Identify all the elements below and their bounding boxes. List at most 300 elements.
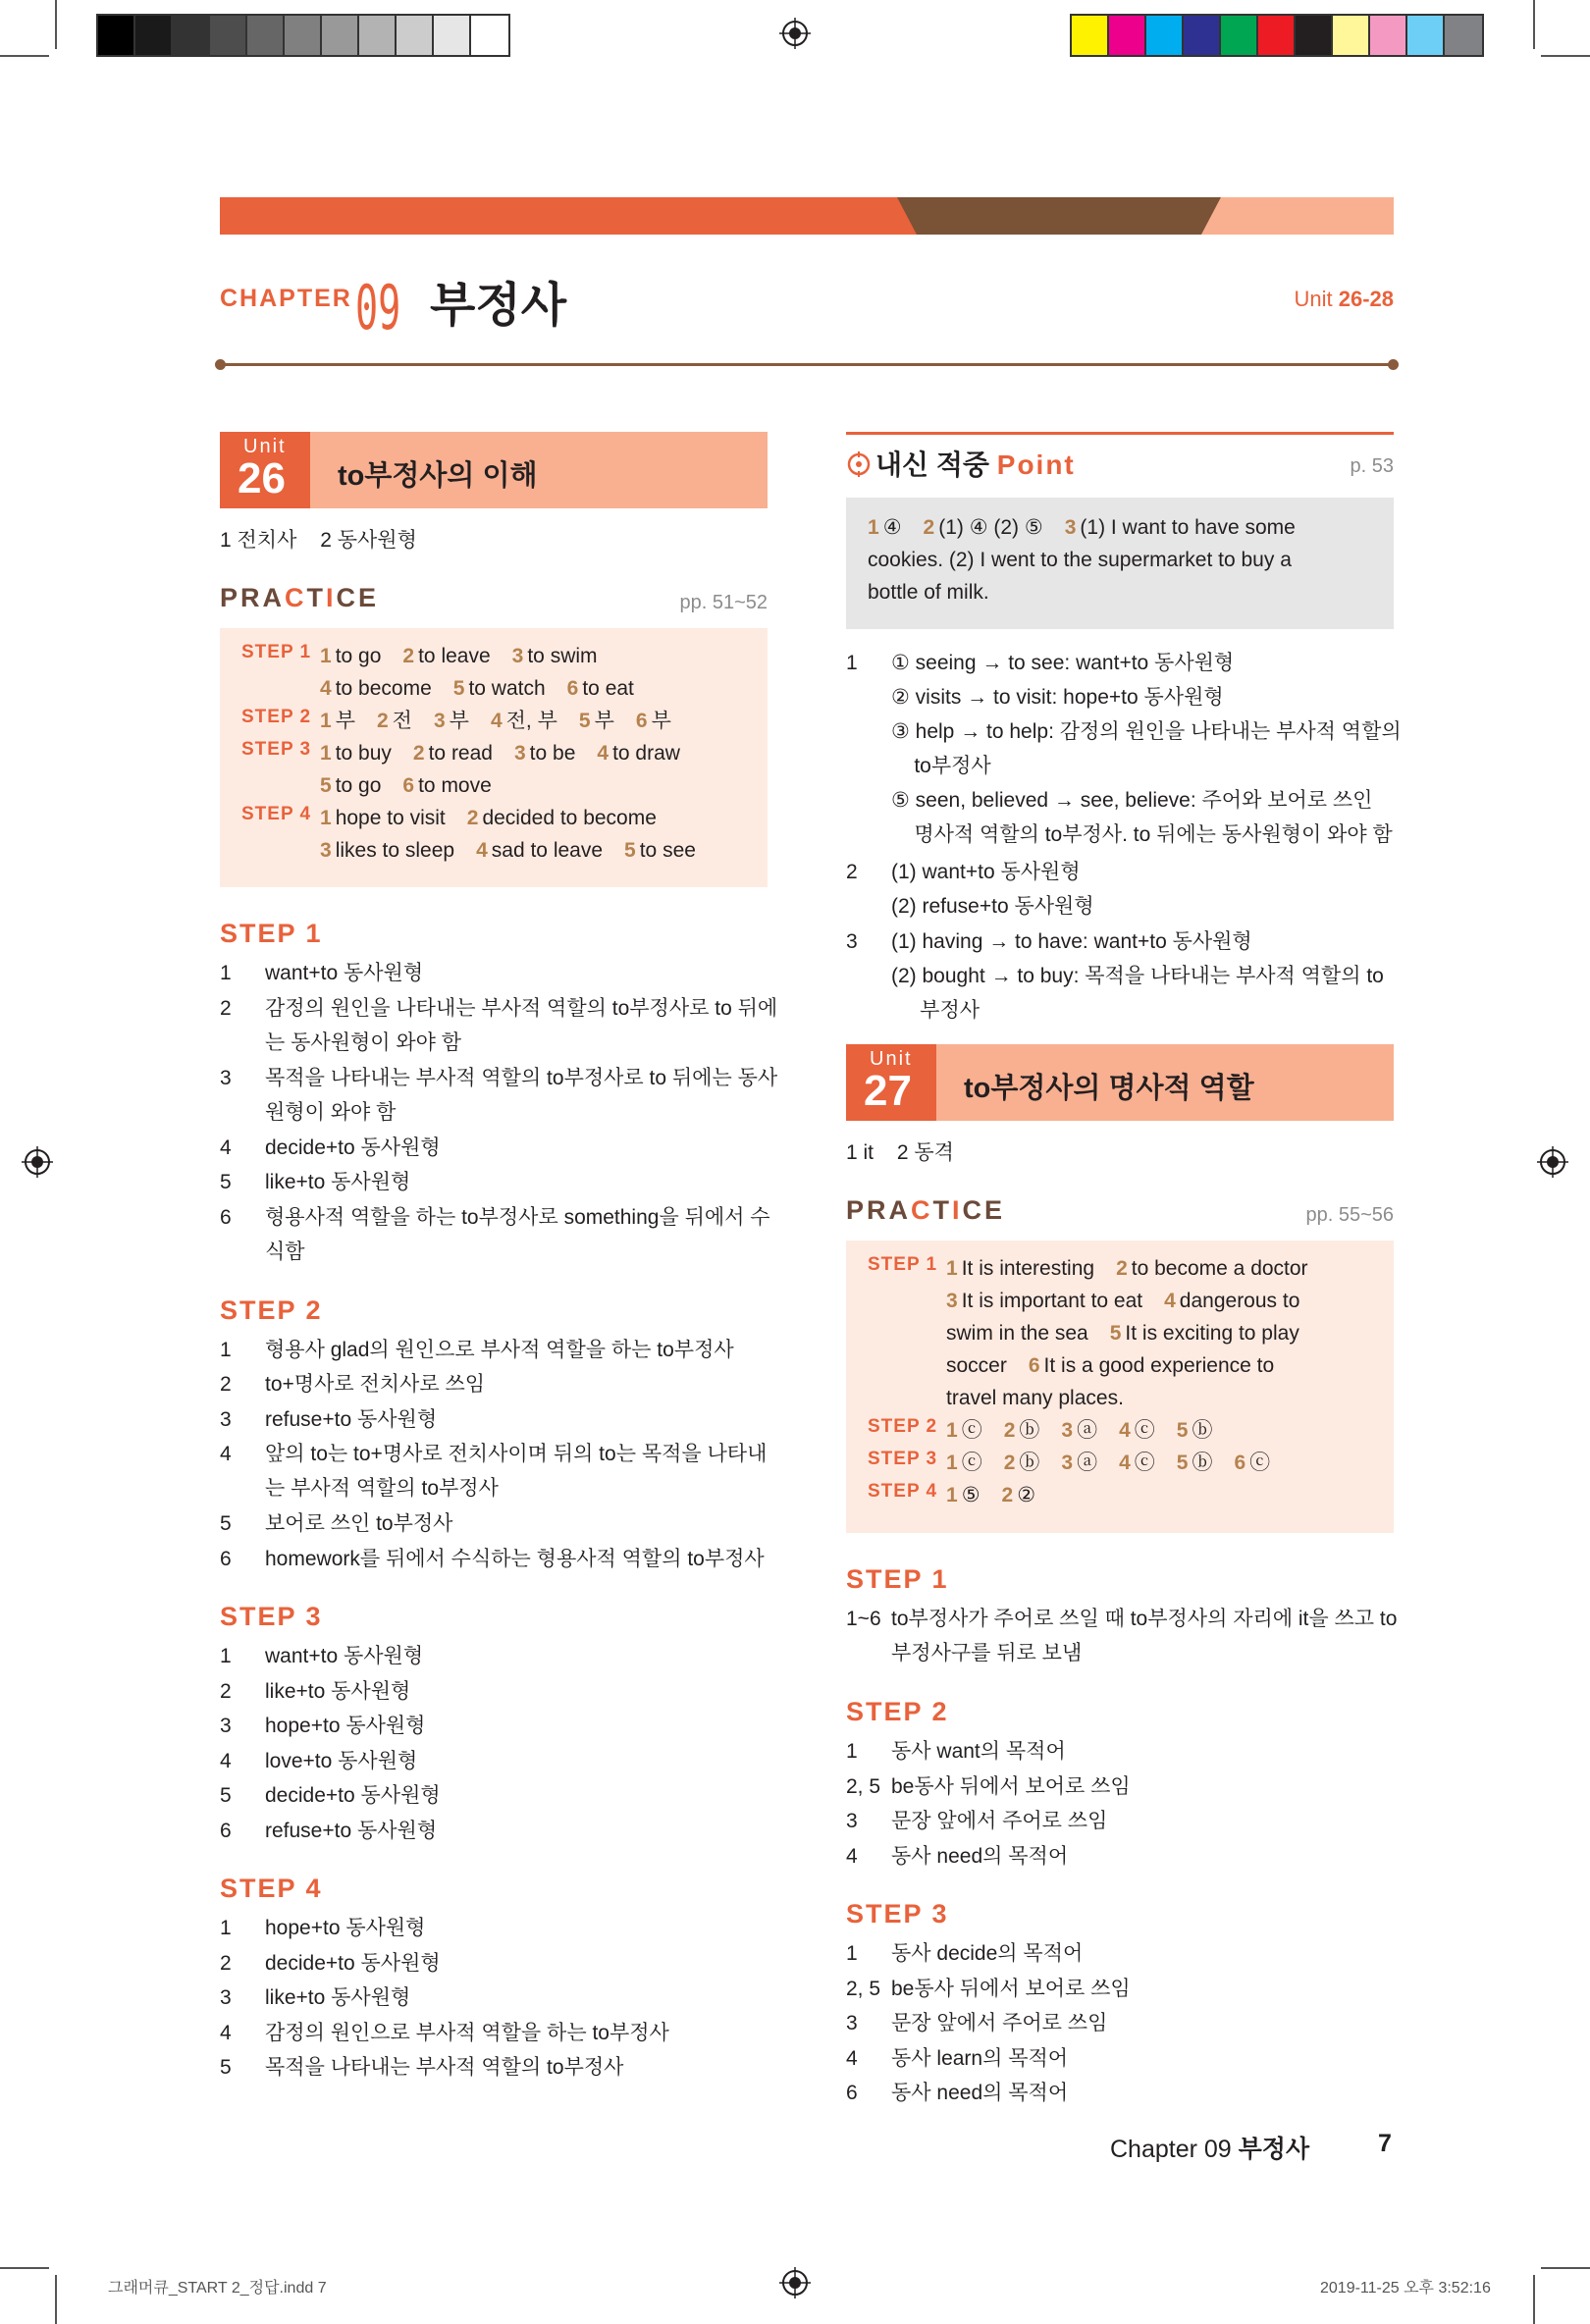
explanation-item: [846, 924, 1394, 1028]
explanation-item: [220, 1061, 778, 1130]
answer-text: 부: [335, 710, 355, 732]
unit26-key: [220, 524, 435, 554]
item-text: 원형이 와야 함: [265, 1100, 397, 1124]
answer-text: to see: [639, 839, 696, 862]
answer-number: 3: [1061, 1419, 1074, 1442]
explanation-item: [220, 2050, 768, 2085]
answer-text: (1) ④ (2) ⑤: [938, 516, 1043, 539]
explanation-step-heading: STEP 2: [846, 1697, 949, 1726]
item-number: 1: [220, 1645, 232, 1667]
point-heading: 내신 적중 Point: [846, 444, 1076, 483]
answer-number: 6: [635, 710, 648, 732]
explanation-item: [220, 1981, 768, 2015]
color-swatch: [1296, 16, 1333, 55]
gray-swatch-strip: [96, 14, 510, 57]
item-text: like+to 동사원형: [265, 1986, 411, 2009]
item-text: 식함: [265, 1240, 305, 1263]
item-number: 2: [220, 1679, 232, 1703]
answer-text: to read: [428, 742, 493, 765]
explanation-item: [220, 1946, 768, 1981]
gray-swatch: [471, 16, 508, 55]
answer-number: 2: [923, 516, 935, 539]
item-number: 2, 5: [846, 1774, 881, 1798]
answer-number: 3: [433, 710, 446, 732]
key-item: 2 동격: [896, 1141, 954, 1164]
answer-text: ⓒ: [961, 1452, 982, 1474]
answer-number: 2: [1116, 1257, 1128, 1280]
point-answer-line: [868, 511, 1378, 544]
explanation-item: [846, 646, 1402, 852]
explanation-item: [846, 1769, 1394, 1804]
answer-text: to draw: [612, 742, 680, 765]
gray-swatch: [247, 16, 285, 55]
item-text: refuse+to 동사원형: [265, 1819, 438, 1842]
answer-text: 부: [449, 710, 469, 732]
color-swatch: [1072, 16, 1109, 55]
answer-line: [946, 1285, 1308, 1317]
explanation-item: [846, 1602, 1398, 1670]
item-text: to+명사로 전치사로 쓰임: [265, 1373, 486, 1396]
gray-swatch: [98, 16, 135, 55]
explanation-item: [220, 1402, 768, 1437]
answer-number: 3: [1064, 516, 1077, 539]
registration-mark-icon: [22, 1146, 53, 1178]
answer-number: 1: [320, 645, 332, 667]
explanation-item: [220, 1437, 768, 1505]
answer-number: 1: [946, 1484, 958, 1506]
unit27-practice-heading: PRACTICE: [846, 1195, 1006, 1225]
answer-text: It is exciting to play: [1125, 1322, 1299, 1345]
point-answer-line: [868, 544, 1378, 576]
step-label: STEP 1: [868, 1254, 938, 1275]
answer-text: to go: [335, 645, 382, 667]
item-text: ① seeing → to see: want+to 동사원형: [891, 652, 1235, 674]
item-number: 5: [220, 1171, 232, 1193]
answer-text: to leave: [418, 645, 491, 667]
answer-number: 4: [320, 677, 332, 700]
answer-text: ⓒ: [1134, 1452, 1155, 1474]
item-text: be동사 뒤에서 보어로 쓰임: [891, 1774, 1131, 1798]
answer-text: 부: [594, 710, 614, 732]
gray-swatch: [210, 16, 247, 55]
gray-swatch: [135, 16, 173, 55]
answer-line: [946, 1317, 1308, 1349]
item-text: to부정사: [891, 755, 991, 777]
answer-number: 4: [1164, 1290, 1176, 1312]
answer-text: 전, 부: [505, 710, 557, 732]
answer-text: ④: [882, 516, 902, 539]
explanation-item: [220, 1814, 768, 1848]
unit-word: Unit: [243, 436, 287, 457]
answer-line: [946, 1479, 1035, 1511]
answer-number: 2: [1001, 1484, 1014, 1506]
answer-number: 5: [1176, 1419, 1189, 1442]
explanation-item: [846, 1972, 1394, 2006]
explanation-item: [220, 1165, 768, 1199]
gray-swatch: [359, 16, 397, 55]
answer-number: 4: [1119, 1419, 1131, 1442]
item-text: decide+to 동사원형: [265, 1784, 441, 1807]
footer-chapter: Chapter 09 부정사: [1110, 2136, 1310, 2163]
answer-number: 5: [578, 710, 591, 732]
item-text: homework를 뒤에서 수식하는 형용사적 역할의 to부정사: [265, 1547, 765, 1570]
item-number: 3: [220, 1715, 232, 1737]
item-number: 3: [846, 930, 858, 953]
answer-text: ⓒ: [1249, 1452, 1271, 1474]
item-number: 2, 5: [846, 1977, 881, 2000]
point-answer-text: [868, 511, 1378, 608]
item-text: 감정의 원인을 나타내는 부사적 역할의 to부정사로 to 뒤에: [265, 996, 778, 1020]
item-number: 4: [220, 1136, 232, 1159]
crop-mark: [55, 0, 57, 49]
answer-number: 1: [320, 742, 332, 765]
item-text: (2) bought → to buy: 목적을 나타내는 부사적 역할의 to: [891, 965, 1384, 987]
item-number: 5: [220, 1512, 232, 1535]
item-text: hope+to 동사원형: [265, 1917, 426, 1939]
step-label: STEP 2: [868, 1416, 938, 1437]
explanation-item: [220, 1200, 768, 1269]
explanation-item: [220, 1911, 768, 1945]
answer-number: 3: [946, 1290, 958, 1312]
point-page: p. 53: [1350, 455, 1394, 477]
answer-text: hope to visit: [335, 807, 446, 829]
answer-line: [320, 737, 680, 769]
item-number: 4: [846, 1844, 858, 1868]
item-number: 1: [220, 1338, 232, 1361]
unit27-key: [846, 1136, 972, 1166]
color-swatch: [1184, 16, 1221, 55]
unit26-banner: [220, 432, 768, 508]
item-text: 앞의 to는 to+명사로 전치사이며 뒤의 to는 목적을 나타내: [265, 1443, 768, 1465]
answer-text: 전: [392, 710, 412, 732]
answer-number: 1: [868, 516, 879, 539]
point-rule: [846, 432, 1394, 435]
explanation-step-heading: STEP 2: [220, 1294, 323, 1325]
practice-step-row: [241, 705, 671, 737]
step-label: STEP 1: [241, 642, 312, 662]
answer-text: bottle of milk.: [868, 581, 989, 604]
item-number: 6: [220, 1547, 232, 1570]
color-swatch: [1146, 16, 1184, 55]
item-text: 감정의 원인으로 부사적 역할을 하는 to부정사: [265, 2021, 669, 2044]
explanation-item: [220, 1131, 768, 1165]
rule-dot: [215, 359, 226, 370]
unit26-title: to부정사의 이해: [338, 460, 538, 492]
answer-number: 3: [511, 645, 524, 667]
registration-mark-icon: [1537, 1146, 1568, 1178]
item-number: 3: [220, 1986, 232, 2009]
item-text: decide+to 동사원형: [265, 1951, 441, 1975]
item-number: 3: [220, 1407, 232, 1431]
item-text: 목적을 나타내는 부사적 역할의 to부정사: [265, 2056, 624, 2079]
item-number: 2: [220, 1951, 232, 1975]
answer-text: sad to leave: [491, 839, 604, 862]
answer-number: 4: [476, 839, 488, 862]
answer-number: 2: [376, 710, 389, 732]
explanation-item: [846, 2076, 1394, 2110]
item-text: want+to 동사원형: [265, 962, 424, 984]
item-text: ⑤ seen, believed → see, believe: 주어와 보어로 쓰인: [891, 789, 1373, 812]
answer-number: 2: [1003, 1452, 1016, 1474]
answer-number: 1: [320, 807, 332, 829]
answer-line: [320, 834, 696, 867]
practice-step-row: [241, 737, 680, 802]
item-number: 3: [220, 1066, 232, 1089]
explanation-step-heading: STEP 1: [220, 919, 323, 948]
answer-text: 부: [651, 710, 671, 732]
gray-swatch: [173, 16, 210, 55]
answer-text: decided to become: [482, 807, 657, 829]
explanation-item: [220, 1778, 768, 1813]
step-label: STEP 3: [868, 1449, 938, 1469]
item-number: 2: [220, 1373, 232, 1396]
answer-number: 3: [320, 839, 332, 862]
crop-mark: [0, 55, 49, 57]
key-item: 1 전치사: [220, 529, 297, 552]
item-number: 5: [220, 2056, 232, 2079]
item-text: want+to 동사원형: [265, 1645, 424, 1667]
explanation-item: [220, 1367, 768, 1401]
item-text: love+to 동사원형: [265, 1749, 418, 1772]
explanation-item: [846, 1936, 1394, 1971]
item-text: (1) want+to 동사원형: [891, 861, 1081, 883]
explanation-item: [220, 2016, 768, 2050]
item-number: 1: [220, 962, 232, 984]
color-swatch: [1333, 16, 1370, 55]
answer-number: 1: [946, 1452, 958, 1474]
explanation-item: [846, 1734, 1394, 1769]
date-slug: 2019-11-25 오후 3:52:16: [1320, 2280, 1491, 2297]
explanation-item: [846, 1839, 1394, 1874]
answer-number: 4: [490, 710, 503, 732]
practice-step-row: [868, 1447, 1270, 1479]
answer-number: 5: [320, 774, 332, 797]
chapter-top-bar: [220, 197, 1394, 235]
answer-line: [946, 1414, 1212, 1447]
answer-text: ⓑ: [1019, 1419, 1040, 1442]
item-text: 동사 decide의 목적어: [891, 1942, 1084, 1965]
answer-text: dangerous to: [1179, 1290, 1300, 1312]
item-number: 3: [846, 2012, 858, 2034]
explanation-step-heading: STEP 3: [846, 1899, 949, 1928]
answer-text: It is a good experience to: [1043, 1354, 1275, 1377]
answer-text: ⓒ: [1134, 1419, 1155, 1442]
color-swatch: [1221, 16, 1258, 55]
unit-number: 26: [238, 454, 286, 502]
practice-step-row: [868, 1414, 1212, 1447]
answer-text: likes to sleep: [335, 839, 455, 862]
answer-number: 6: [566, 677, 579, 700]
item-number: 2: [220, 996, 232, 1020]
answer-text: (1) I want to have some: [1080, 516, 1296, 539]
item-text: 형용사적 역할을 하는 to부정사로 something을 뒤에서 수: [265, 1205, 770, 1229]
answer-number: 5: [624, 839, 636, 862]
explanation-item: [846, 2041, 1394, 2076]
answer-number: 2: [402, 645, 415, 667]
file-slug: 그래머큐_START 2_정답.indd 7: [108, 2280, 327, 2297]
explanation-item: [220, 1709, 768, 1743]
answer-line: [946, 1252, 1308, 1285]
unit-word: Unit: [870, 1048, 913, 1070]
item-text: 동사 learn의 목적어: [891, 2046, 1069, 2070]
step-label: STEP 4: [241, 804, 312, 824]
color-swatch: [1109, 16, 1146, 55]
crop-mark: [55, 2275, 57, 2324]
answer-text: to watch: [468, 677, 546, 700]
item-text: 부정사: [891, 999, 980, 1022]
color-swatch: [1407, 16, 1445, 55]
explanation-step-heading: STEP 4: [220, 1874, 323, 1903]
item-number: 4: [220, 2021, 232, 2044]
chapter-number: 09: [355, 272, 401, 343]
practice-step-row: [241, 640, 634, 705]
item-text: to부정사가 주어로 쓰일 때 to부정사의 자리에 it을 쓰고 to: [891, 1608, 1398, 1630]
unit-number: 27: [864, 1067, 912, 1115]
answer-text: ②: [1017, 1484, 1036, 1506]
item-number: 6: [220, 1819, 232, 1842]
explanation-step-heading: STEP 3: [220, 1602, 323, 1631]
explanation-item: [220, 1542, 768, 1576]
unit26-practice-heading: PRACTICE: [220, 583, 380, 612]
answer-text: to eat: [582, 677, 634, 700]
item-number: 1: [220, 1917, 232, 1939]
gray-swatch: [397, 16, 434, 55]
practice-step-row: [241, 802, 696, 867]
item-text: 동사 want의 목적어: [891, 1740, 1066, 1763]
answer-text: to become: [335, 677, 432, 700]
answer-number: 2: [1003, 1419, 1016, 1442]
item-number: 1: [846, 652, 858, 674]
answer-number: 3: [513, 742, 526, 765]
item-number: 1: [846, 1942, 858, 1965]
answer-text: to buy: [335, 742, 392, 765]
answer-number: 1: [946, 1257, 958, 1280]
item-text: ③ help → to help: 감정의 원인을 나타내는 부사적 역할의: [891, 720, 1402, 743]
crop-mark: [1541, 2267, 1590, 2269]
item-text: 부정사구를 뒤로 보냄: [891, 1642, 1083, 1664]
point-answer-box: [846, 498, 1394, 629]
explanation-item: [846, 1804, 1394, 1838]
answer-number: 3: [1061, 1452, 1074, 1474]
answer-text: ⓐ: [1077, 1419, 1098, 1442]
step-label: STEP 2: [241, 707, 312, 727]
item-text: decide+to 동사원형: [265, 1136, 441, 1159]
item-text: 문장 앞에서 주어로 쓰임: [891, 1810, 1108, 1832]
answer-line: [946, 1349, 1308, 1382]
chapter-label: CHAPTER: [220, 285, 352, 312]
registration-mark-icon: [779, 2267, 811, 2298]
item-text: be동사 뒤에서 보어로 쓰임: [891, 1977, 1131, 2000]
step-label: STEP 4: [868, 1481, 938, 1502]
unit27-tab: [846, 1044, 936, 1121]
explanation-item: [220, 1506, 768, 1541]
crop-mark: [1533, 0, 1535, 49]
step-label: STEP 3: [241, 739, 312, 760]
item-text: 문장 앞에서 주어로 쓰임: [891, 2012, 1108, 2034]
answer-text: cookies. (2) I went to the supermarket to buy a: [868, 549, 1292, 571]
explanation-step-heading: STEP 1: [846, 1564, 949, 1594]
item-text: (2) refuse+to 동사원형: [891, 895, 1094, 918]
explanation-item: [220, 956, 768, 990]
answer-number: 1: [946, 1419, 958, 1442]
answer-text: swim in the sea: [946, 1322, 1088, 1345]
answer-text: travel many places.: [946, 1387, 1124, 1409]
gray-swatch: [285, 16, 322, 55]
answer-line: [320, 769, 680, 802]
answer-number: 6: [402, 774, 415, 797]
answer-line: [946, 1447, 1270, 1479]
item-text: (1) having → to have: want+to 동사원형: [891, 930, 1252, 953]
item-number: 6: [846, 2082, 858, 2104]
answer-text: to swim: [527, 645, 598, 667]
answer-line: [320, 672, 634, 705]
item-text: 는 부사적 역할의 to부정사: [265, 1477, 499, 1500]
answer-text: It is interesting: [961, 1257, 1095, 1280]
answer-number: 6: [1028, 1354, 1040, 1377]
explanation-item: [220, 1639, 768, 1673]
color-swatch: [1258, 16, 1296, 55]
item-text: 목적을 나타내는 부사적 역할의 to부정사로 to 뒤에는 동사: [265, 1066, 778, 1089]
item-number: 2: [846, 861, 858, 883]
answer-number: 1: [320, 710, 332, 732]
answer-line: [320, 705, 671, 737]
answer-number: 6: [1234, 1452, 1246, 1474]
answer-number: 5: [1176, 1452, 1189, 1474]
color-swatch: [1370, 16, 1407, 55]
unit27-banner: [846, 1044, 1394, 1121]
answer-line: [946, 1382, 1308, 1414]
answer-text: ⓑ: [1192, 1452, 1213, 1474]
item-number: 4: [220, 1749, 232, 1772]
item-number: 5: [220, 1784, 232, 1807]
crop-mark: [1533, 2275, 1535, 2324]
answer-text: to move: [418, 774, 492, 797]
item-number: 4: [846, 2046, 858, 2070]
answer-text: to go: [335, 774, 382, 797]
answer-line: [320, 640, 634, 672]
explanation-item: [220, 1744, 768, 1778]
item-number: 6: [220, 1205, 232, 1229]
chapter-rule: [220, 363, 1394, 366]
answer-number: 4: [597, 742, 610, 765]
explanation-item: [846, 2006, 1394, 2040]
item-text: ② visits → to visit: hope+to 동사원형: [891, 686, 1224, 709]
answer-text: to become a doctor: [1131, 1257, 1308, 1280]
chapter-title: 부정사: [430, 280, 567, 332]
item-text: refuse+to 동사원형: [265, 1407, 438, 1431]
answer-text: ⓑ: [1019, 1452, 1040, 1474]
item-text: 명사적 역할의 to부정사. to 뒤에는 동사원형이 와야 함: [891, 823, 1393, 846]
item-text: like+to 동사원형: [265, 1171, 411, 1193]
explanation-item: [220, 1333, 768, 1367]
answer-text: soccer: [946, 1354, 1007, 1377]
page-number: 7: [1378, 2130, 1392, 2157]
practice-step-row: [868, 1479, 1035, 1511]
explanation-item: [846, 855, 1394, 924]
item-text: 는 동사원형이 와야 함: [265, 1030, 462, 1054]
unit26-pages: pp. 51~52: [679, 592, 768, 613]
answer-number: 2: [466, 807, 479, 829]
key-item: 2 동사원형: [320, 529, 417, 552]
answer-number: 2: [412, 742, 425, 765]
target-icon: [846, 451, 872, 477]
key-item: 1 it: [846, 1141, 874, 1164]
answer-text: ⑤: [961, 1484, 980, 1506]
unit26-tab: [220, 432, 310, 508]
answer-number: 5: [1109, 1322, 1122, 1345]
answer-text: to be: [529, 742, 576, 765]
answer-text: ⓑ: [1192, 1419, 1213, 1442]
